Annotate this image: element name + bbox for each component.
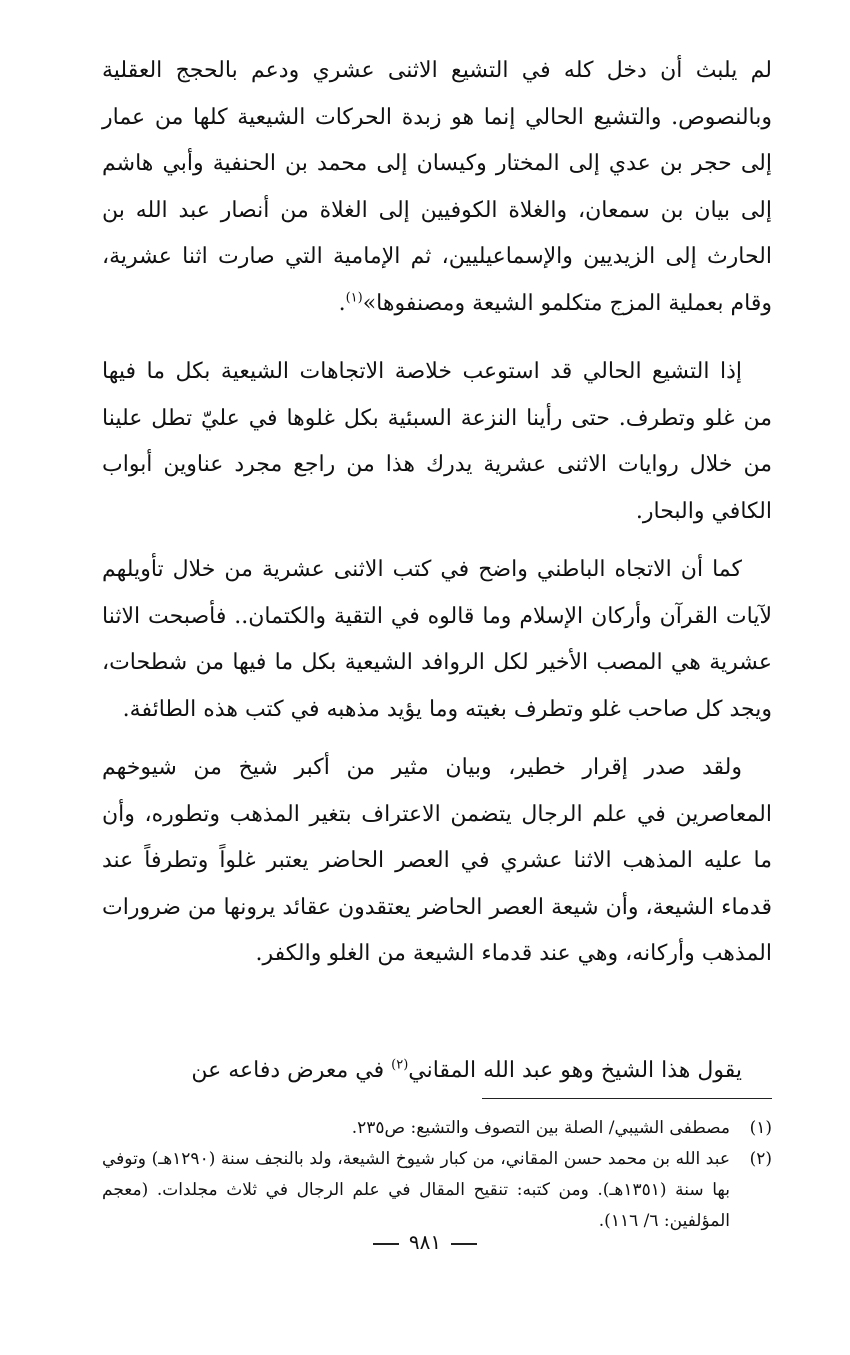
- paragraph-1-text: لم يلبث أن دخل كله في التشيع الاثنى عشري ودعم بالحجج العقلية وبالنصوص. والتشيع الحالي إنما هو زبدة الحركات الشيعية كلها من عمار إلى حجر بن عدي إلى المختار وكيسان إلى محمد بن الحنفية وأبي هاشم إلى بيان بن سمعان، والغلاة الكوفيين إلى الغلاة من أنصار عبد الله بن الحارث إلى الزيديين والإسماعيليين، ثم الإمامية التي صارت اثنا عشرية، وقام بعملية المزج متكلمو الشيعة ومصنفوها»: [102, 58, 772, 316]
- footnote-2-text: عبد الله بن محمد حسن المقاني، من كبار شيوخ الشيعة، ولد بالنجف سنة (١٢٩٠هـ) وتوفي بها سنة (١٣٥١هـ). ومن كتبه: تنقيح المقال في علم الرجال في ثلاث مجلدات. (معجم المؤلفين: ٦/ ١١٦).: [102, 1149, 730, 1231]
- paragraph-1-end: .: [338, 290, 346, 316]
- footnote-ref-2[interactable]: (٢): [391, 1057, 409, 1073]
- footnote-2-number: (٢): [749, 1149, 772, 1169]
- page-number-dash-right: [451, 1243, 477, 1245]
- paragraph-5-text: يقول هذا الشيخ وهو عبد الله المقاني: [408, 1057, 742, 1083]
- footnotes: [102, 1113, 772, 1237]
- footnote-ref-1[interactable]: (١): [345, 290, 363, 306]
- page-number: [0, 1230, 850, 1254]
- paragraph-4: ولقد صدر إقرار خطير، وبيان مثير من أكبر شيخ من شيوخهم المعاصرين في علم الرجال يتضمن الاعتراف بتغير المذهب وتطوره، وأن ما عليه المذهب الاثنا عشري في العصر الحاضر يعتبر غلواً وتطرفاً عند قدماء الشيعة، وأن شيعة العصر الحاضر يعتقدون عقائد يرونها من ضرورات المذهب وأركانه، وهي عند قدماء الشيعة من الغلو والكفر.: [102, 755, 772, 966]
- footnote-2: [102, 1144, 772, 1237]
- page-number-value: ٩٨١: [408, 1230, 442, 1254]
- footnote-1-number: (١): [749, 1118, 772, 1138]
- footnote-separator: [482, 1098, 772, 1099]
- paragraph-5-end: في معرض دفاعه عن: [191, 1057, 392, 1083]
- page-number-dash-left: [373, 1243, 399, 1245]
- paragraph-2: إذا التشيع الحالي قد استوعب خلاصة الاتجاهات الشيعية بكل ما فيها من غلو وتطرف. حتى رأينا النزعة السبئية بكل غلوها في عليّ تطل علينا من خلال روايات الاثنى عشرية يدرك هذا من راجع مجرد عناوين أبواب الكافي والبحار.: [102, 359, 772, 524]
- paragraph-5: [102, 1048, 772, 1095]
- footnote-1-text: مصطفى الشيبي/ الصلة بين التصوف والتشيع: ص٢٣٥.: [351, 1118, 730, 1138]
- paragraph-1: [102, 48, 772, 327]
- paragraph-3: كما أن الاتجاه الباطني واضح في كتب الاثنى عشرية من خلال تأويلهم لآيات القرآن وأركان الإسلام وما قالوه في التقية والكتمان.. فأصبحت الاثنا عشرية هي المصب الأخير لكل الروافد الشيعية بكل ما فيها من شطحات، ويجد كل صاحب غلو وتطرف بغيته وما يؤيد مذهبه في كتب هذه الطائفة.: [102, 557, 772, 722]
- footnote-1: [102, 1113, 772, 1144]
